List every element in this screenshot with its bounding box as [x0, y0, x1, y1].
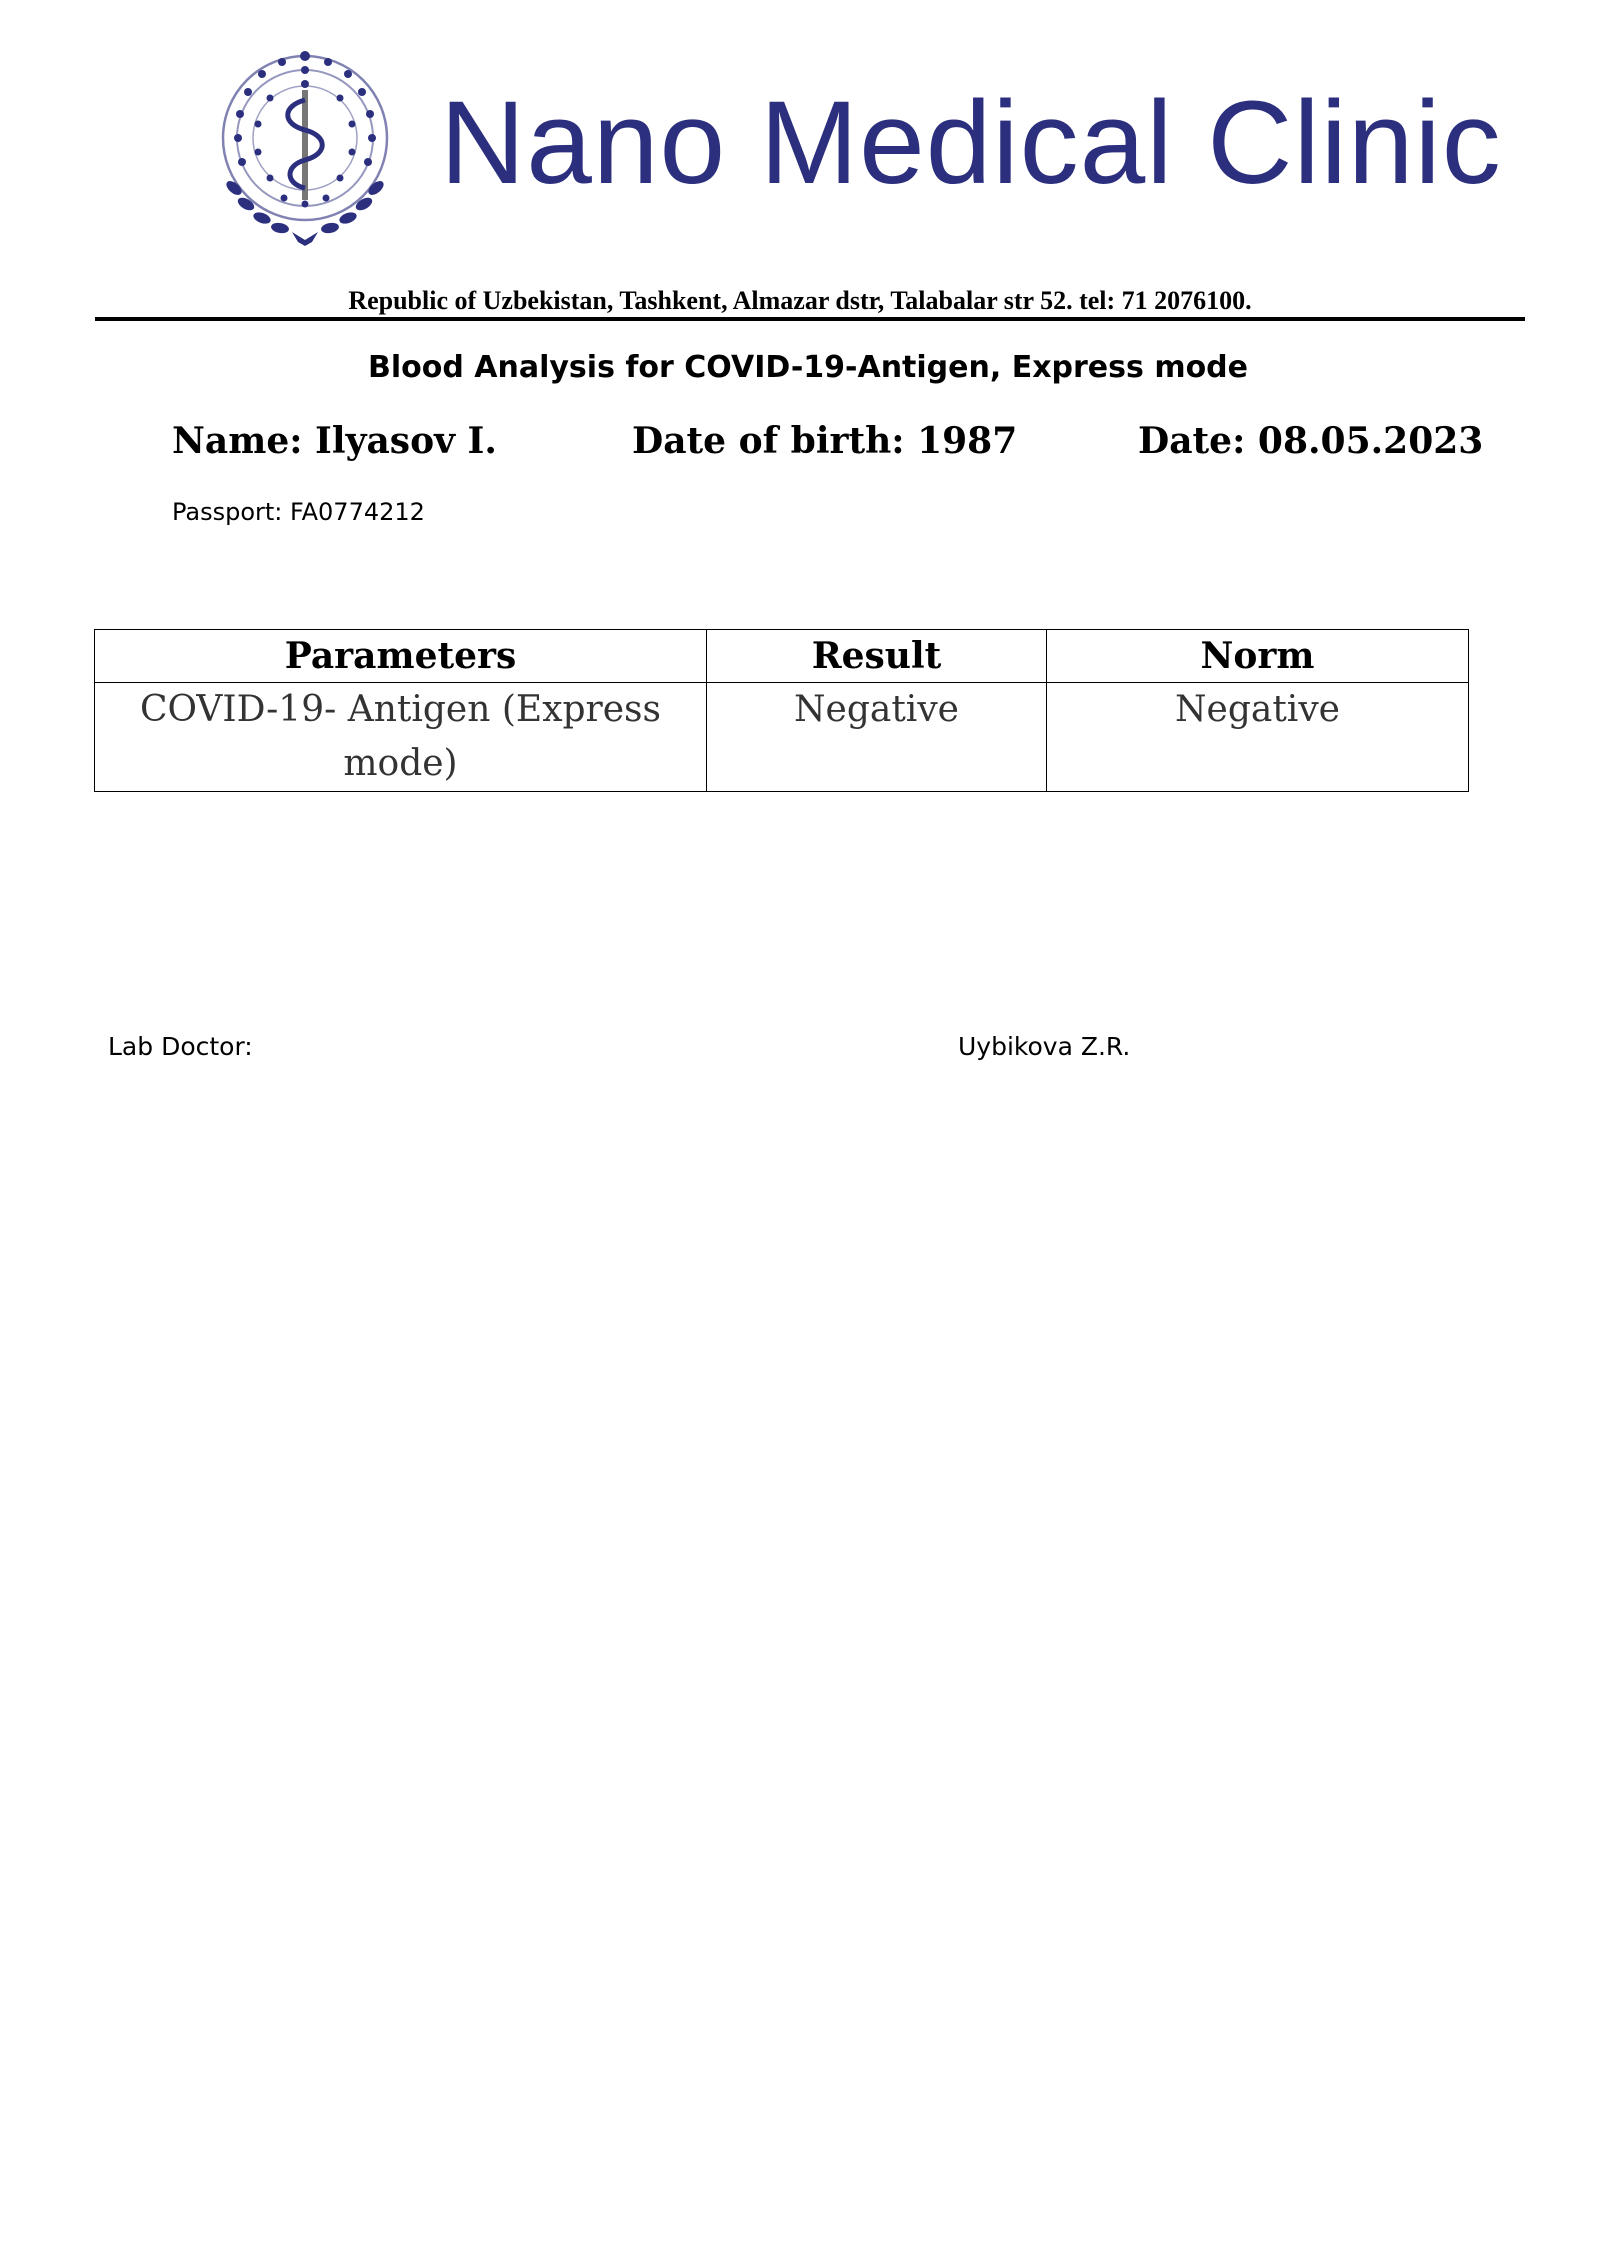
report-date: Date: 08.05.2023 — [1138, 420, 1484, 462]
column-header-parameters: Parameters — [95, 630, 707, 683]
lab-doctor-name: Uybikova Z.R. — [958, 1032, 1131, 1061]
cell-norm: Negative — [1047, 683, 1469, 792]
patient-passport: Passport: FA0774212 — [172, 498, 425, 526]
report-title: Blood Analysis for COVID-19-Antigen, Express mode — [367, 350, 1249, 385]
column-header-norm: Norm — [1047, 630, 1469, 683]
clinic-name: Nano Medical Clinic — [440, 77, 1502, 209]
header-divider — [95, 317, 1525, 321]
column-header-result: Result — [707, 630, 1047, 683]
patient-date-of-birth: Date of birth: 1987 — [632, 420, 1018, 462]
table-row — [95, 683, 1469, 792]
clinic-address: Republic of Uzbekistan, Tashkent, Almazar dstr, Talabalar str 52. tel: 71 2076100. — [348, 286, 1252, 315]
results-table — [94, 629, 1469, 792]
table-header-row — [95, 630, 1469, 683]
lab-doctor-label: Lab Doctor: — [108, 1032, 253, 1061]
caduceus-laurel-emblem-icon — [212, 28, 398, 248]
cell-result: Negative — [707, 683, 1047, 792]
patient-name: Name: Ilyasov I. — [172, 420, 497, 462]
cell-parameter: COVID-19- Antigen (Express mode) — [95, 683, 707, 792]
